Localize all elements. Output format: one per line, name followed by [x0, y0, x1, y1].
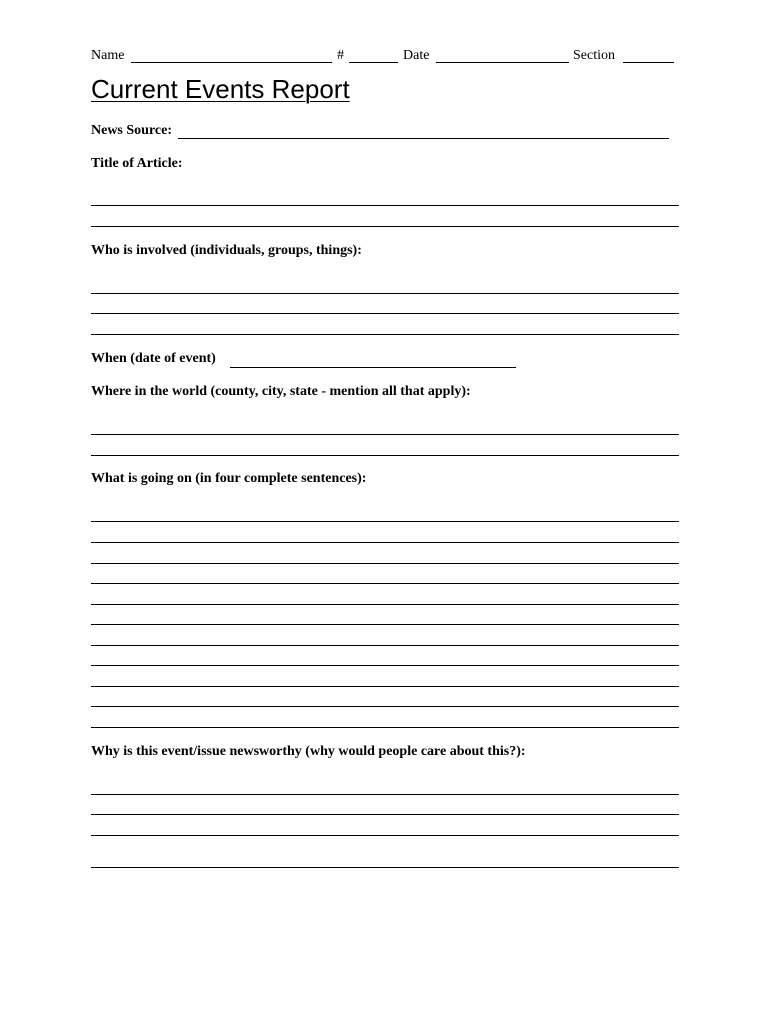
- answer-line: [91, 563, 679, 564]
- news-source-line: [178, 138, 669, 139]
- date-field-line: [436, 62, 569, 63]
- answer-line: [91, 835, 679, 836]
- section-field-line: [623, 62, 674, 63]
- title-of-article-label: Title of Article:: [91, 156, 183, 171]
- answer-line: [91, 205, 679, 206]
- number-label: #: [337, 48, 344, 63]
- where-label: Where in the world (county, city, state - mention all that apply):: [91, 384, 471, 399]
- why-label: Why is this event/issue newsworthy (why would people care about this?):: [91, 744, 526, 759]
- answer-line: [91, 645, 679, 646]
- answer-line: [91, 293, 679, 294]
- name-field-line: [131, 62, 332, 63]
- news-source-label: News Source:: [91, 123, 173, 138]
- answer-line: [91, 434, 679, 435]
- answer-line: [91, 542, 679, 543]
- answer-line: [91, 727, 679, 728]
- number-field-line: [349, 62, 398, 63]
- who-label: Who is involved (individuals, groups, things):: [91, 243, 362, 258]
- date-label: Date: [403, 48, 430, 63]
- when-label: When (date of event): [91, 351, 216, 366]
- answer-line: [91, 624, 679, 625]
- answer-line: [91, 867, 679, 868]
- answer-line: [91, 583, 679, 584]
- page-title: Current Events Report: [91, 74, 350, 104]
- answer-line: [91, 313, 679, 314]
- answer-line: [91, 665, 679, 666]
- answer-line: [91, 604, 679, 605]
- answer-line: [91, 686, 679, 687]
- name-label: Name: [91, 48, 125, 63]
- answer-line: [91, 455, 679, 456]
- answer-line: [91, 706, 679, 707]
- answer-line: [91, 334, 679, 335]
- answer-line: [91, 226, 679, 227]
- what-label: What is going on (in four complete sentences):: [91, 471, 367, 486]
- section-label: Section: [573, 48, 615, 63]
- answer-line: [91, 521, 679, 522]
- when-line: [230, 367, 516, 368]
- answer-line: [91, 794, 679, 795]
- answer-line: [91, 814, 679, 815]
